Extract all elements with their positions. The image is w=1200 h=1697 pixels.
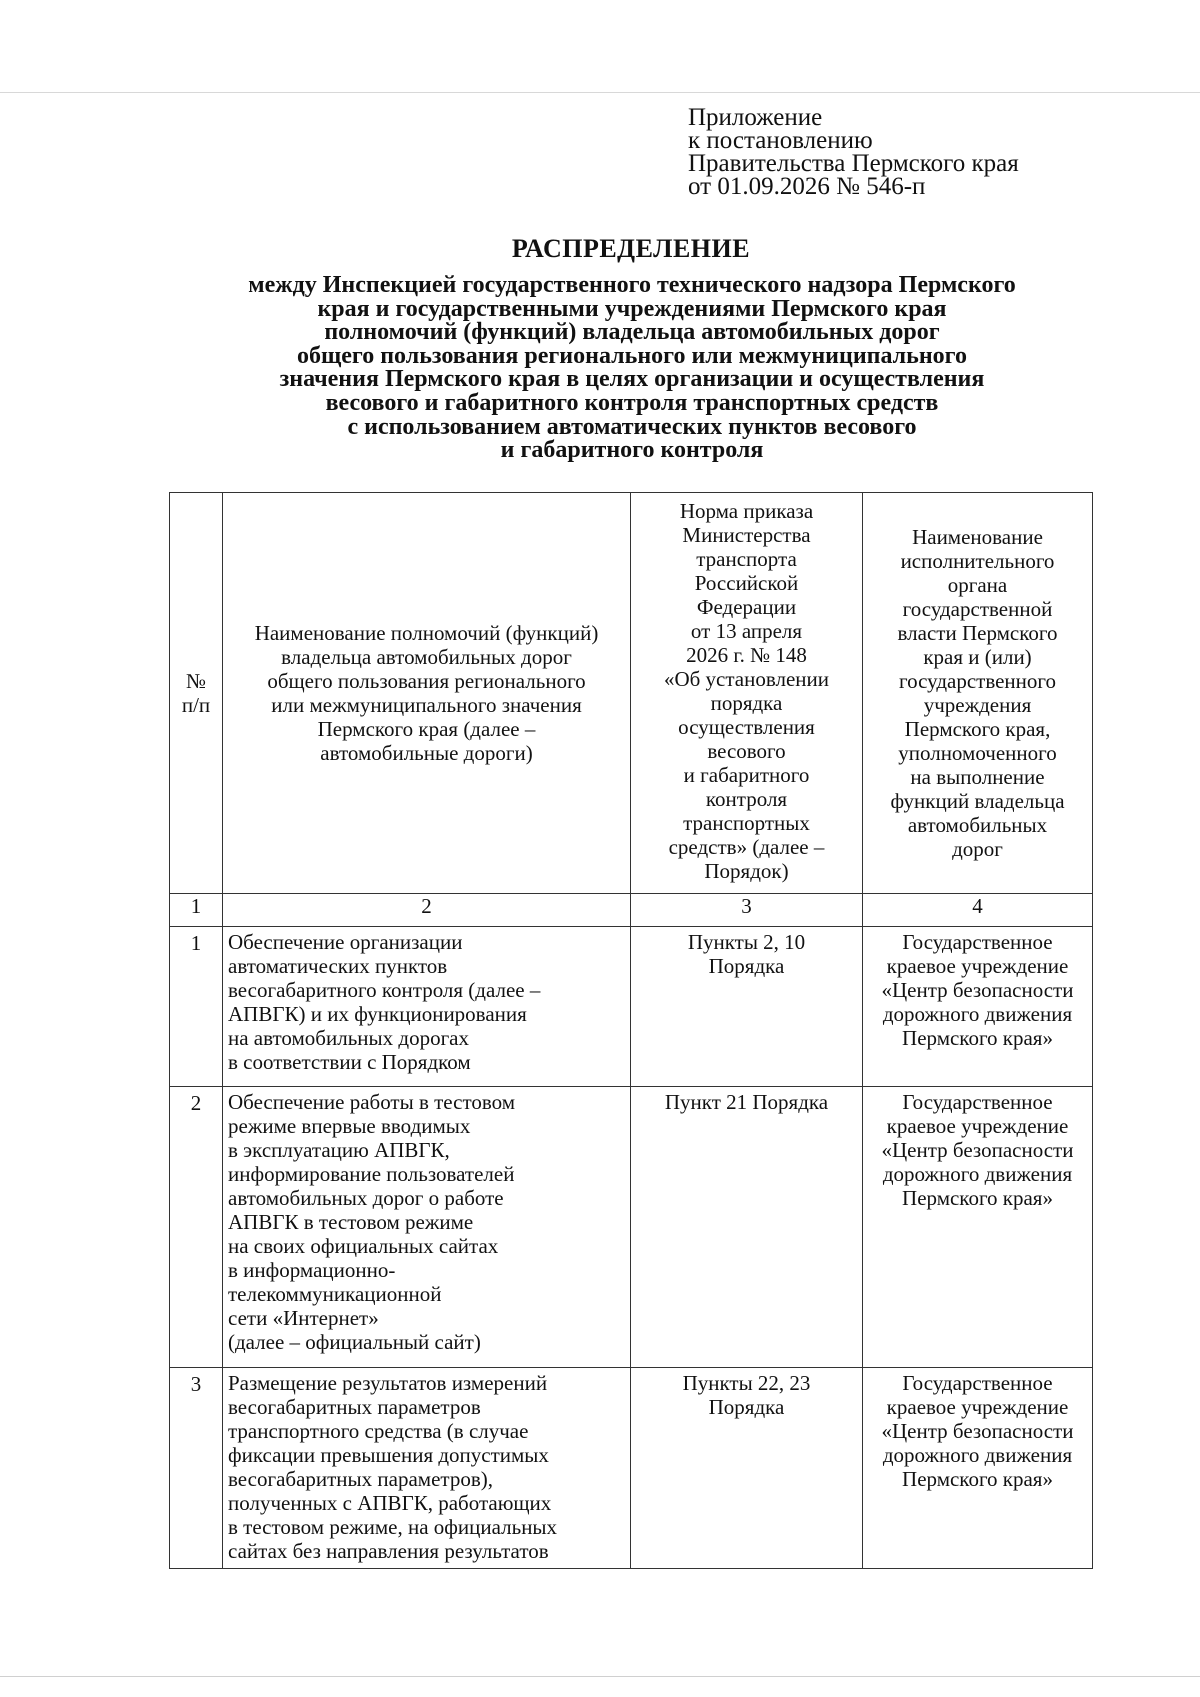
text-line: общего пользования регионального: [267, 669, 586, 693]
text-line: фиксации превышения допустимых: [228, 1443, 549, 1467]
text-line: Порядка: [708, 954, 785, 978]
text-line: исполнительного: [900, 549, 1055, 573]
table-header-row: [170, 493, 1093, 894]
text-line: Порядок): [704, 859, 789, 883]
text-line: Пункты 22, 23: [682, 1371, 811, 1395]
subtitle-line: с использованием автоматических пунктов весового: [347, 413, 917, 440]
subtitle-line: весового и габаритного контроля транспортных средств: [325, 389, 939, 416]
text-line: телекоммуникационной: [228, 1282, 442, 1306]
column-number: 1: [170, 894, 223, 927]
text-line: Пункты 2, 10: [687, 930, 806, 954]
appendix-block: [688, 106, 1019, 198]
text-line: информирование пользователей: [228, 1162, 515, 1186]
text-line: Пункт 21 Порядка: [664, 1090, 829, 1114]
text-line: п/п: [181, 693, 211, 717]
header-norm: [631, 493, 863, 894]
text-line: или межмуниципального значения: [271, 693, 582, 717]
row-powers: [223, 1368, 631, 1569]
text-line: весогабаритных параметров),: [228, 1467, 493, 1491]
text-line: контроля: [705, 787, 788, 811]
text-line: сайтах без направления результатов: [228, 1539, 549, 1563]
row-norm: [631, 1368, 863, 1569]
subtitle-line: общего пользования регионального или межмуниципального: [297, 342, 967, 369]
appendix-line: от 01.09.2026 № 546-п: [688, 173, 926, 200]
text-line: (далее – официальный сайт): [228, 1330, 481, 1354]
column-number-row: [170, 894, 1093, 927]
text-line: автомобильных: [907, 813, 1048, 837]
text-line: автоматических пунктов: [228, 954, 448, 978]
subtitle-line: полномочий (функций) владельца автомобильных дорог: [324, 319, 940, 346]
text-line: АПВГК в тестовом режиме: [228, 1210, 474, 1234]
text-line: 2026 г. № 148: [686, 643, 807, 667]
text-line: весового: [707, 739, 786, 763]
row-organ: [863, 1368, 1093, 1569]
header-organ: [863, 493, 1093, 894]
text-line: Размещение результатов измерений: [228, 1371, 548, 1395]
text-line: Государственное: [902, 1090, 1053, 1114]
text-line: автомобильных дорог о работе: [228, 1186, 504, 1210]
row-number: 1: [170, 927, 223, 1087]
text-line: полученных с АПВГК, работающих: [228, 1491, 552, 1515]
text-line: в информационно-: [228, 1258, 396, 1282]
text-line: Порядка: [708, 1395, 785, 1419]
appendix-line: Приложение: [688, 104, 823, 131]
text-line: средств» (далее –: [668, 835, 825, 859]
row-organ: [863, 1087, 1093, 1368]
text-line: транспортного средства (в случае: [228, 1419, 529, 1443]
subtitle-line: между Инспекцией государственного технического надзора Пермского: [248, 272, 1016, 298]
column-number: 2: [223, 894, 631, 927]
subtitle-line: значения Пермского края в целях организации и осуществления: [279, 366, 985, 393]
table-row: [170, 1368, 1093, 1569]
text-line: автомобильные дороги): [320, 741, 533, 765]
text-line: государственного: [898, 669, 1057, 693]
row-powers: [223, 927, 631, 1087]
scan-edge-line: [0, 92, 1200, 93]
row-norm: [631, 927, 863, 1087]
text-line: уполномоченного: [898, 741, 1057, 765]
text-line: Российской: [694, 571, 799, 595]
text-line: АПВГК) и их функционирования: [228, 1002, 527, 1026]
text-line: дорожного движения: [882, 1002, 1073, 1026]
text-line: Государственное: [902, 930, 1053, 954]
text-line: краевое учреждение: [886, 1395, 1069, 1419]
text-line: Государственное: [902, 1371, 1053, 1395]
text-line: на автомобильных дорогах: [228, 1026, 470, 1050]
text-line: Обеспечение работы в тестовом: [228, 1090, 516, 1114]
text-line: Пермского края»: [902, 1026, 1053, 1050]
row-organ: [863, 927, 1093, 1087]
text-line: от 13 апреля: [690, 619, 803, 643]
document-subtitle: [150, 274, 1114, 463]
row-norm: [631, 1087, 863, 1368]
text-line: «Центр безопасности: [881, 1419, 1074, 1443]
text-line: функций владельца: [890, 789, 1065, 813]
column-number: 4: [863, 894, 1093, 927]
text-line: Обеспечение организации: [228, 930, 463, 954]
column-number: 3: [631, 894, 863, 927]
text-line: транспорта: [696, 547, 797, 571]
text-line: краевое учреждение: [886, 1114, 1069, 1138]
text-line: дорог: [952, 837, 1003, 861]
text-line: дорожного движения: [882, 1443, 1073, 1467]
table-row: [170, 927, 1093, 1087]
text-line: Пермского края»: [902, 1467, 1053, 1491]
text-line: «Об установлении: [663, 667, 830, 691]
text-line: в тестовом режиме, на официальных: [228, 1515, 558, 1539]
text-line: Наименование полномочий (функций): [254, 621, 599, 645]
text-line: весогабаритных параметров: [228, 1395, 481, 1419]
scan-edge-line: [0, 1676, 1200, 1677]
subtitle-line: края и государственными учреждениями Пермского края: [317, 295, 947, 322]
appendix-line: Правительства Пермского края: [688, 150, 1019, 177]
text-line: в соответствии с Порядком: [228, 1050, 471, 1074]
text-line: на выполнение: [910, 765, 1045, 789]
text-line: дорожного движения: [882, 1162, 1073, 1186]
text-line: краевое учреждение: [886, 954, 1069, 978]
text-line: Пермского края (далее –: [317, 717, 536, 741]
text-line: и габаритного: [683, 763, 810, 787]
subtitle-line: и габаритного контроля: [500, 437, 764, 464]
row-powers: [223, 1087, 631, 1368]
header-number: [170, 493, 223, 894]
text-line: сети «Интернет»: [228, 1306, 379, 1330]
text-line: на своих официальных сайтах: [228, 1234, 499, 1258]
text-line: учреждения: [923, 693, 1032, 717]
text-line: органа: [947, 573, 1008, 597]
text-line: Пермского края,: [904, 717, 1051, 741]
text-line: Министерства: [682, 523, 811, 547]
document-title: РАСПРЕДЕЛЕНИЕ: [511, 234, 751, 263]
table-row: [170, 1087, 1093, 1368]
text-line: осуществления: [678, 715, 815, 739]
text-line: весогабаритного контроля (далее –: [228, 978, 541, 1002]
text-line: в эксплуатацию АПВГК,: [228, 1138, 450, 1162]
text-line: Пермского края»: [902, 1186, 1053, 1210]
text-line: Наименование: [912, 525, 1043, 549]
appendix-line: к постановлению: [688, 127, 873, 154]
distribution-table: [169, 492, 1093, 1569]
text-line: владельца автомобильных дорог: [281, 645, 572, 669]
text-line: Федерации: [696, 595, 797, 619]
text-line: власти Пермского: [897, 621, 1058, 645]
text-line: «Центр безопасности: [881, 978, 1074, 1002]
text-line: Норма приказа: [679, 499, 814, 523]
text-line: транспортных: [683, 811, 810, 835]
text-line: края и (или): [923, 645, 1032, 669]
row-number: 3: [170, 1368, 223, 1569]
text-line: №: [185, 669, 207, 693]
text-line: государственной: [902, 597, 1053, 621]
header-powers: [223, 493, 631, 894]
text-line: режиме впервые вводимых: [228, 1114, 471, 1138]
row-number: 2: [170, 1087, 223, 1368]
text-line: «Центр безопасности: [881, 1138, 1074, 1162]
text-line: порядка: [710, 691, 783, 715]
